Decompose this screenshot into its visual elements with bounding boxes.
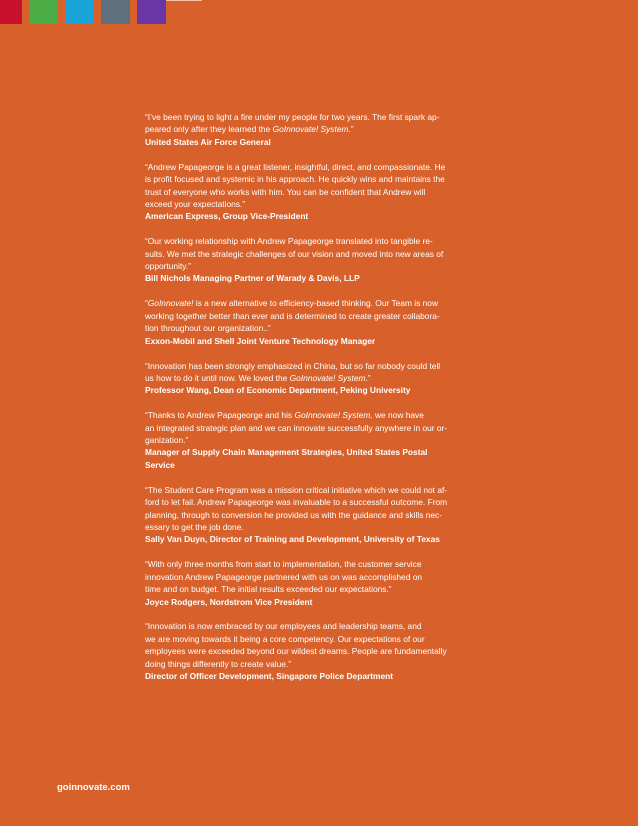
- testimonial-attribution: Exxon-Mobil and Shell Joint Venture Technology Manager: [145, 335, 376, 346]
- testimonial-quote-line: [145, 111, 485, 123]
- quote-text: “Andrew Papageorge is a great listener, insightful, direct, and compassionate. He: [145, 161, 446, 172]
- quote-text: .”: [348, 124, 354, 135]
- quote-text: innovation Andrew Papageorge partnered with us on was accomplished on: [145, 571, 423, 582]
- testimonial-quote-line: [145, 633, 485, 645]
- quote-text: trust of everyone who works with him. You can be confident that Andrew will: [145, 186, 426, 197]
- brand-color-bar: [0, 0, 173, 24]
- testimonial: [145, 558, 485, 608]
- quote-text: time and on budget. The initial results exceeded our expectations.”: [145, 584, 392, 595]
- testimonial-attribution: Director of Officer Development, Singapore Police Department: [145, 671, 394, 682]
- quote-text: “Thanks to Andrew Papageorge and his: [145, 410, 295, 421]
- testimonial-quote-line: [145, 496, 485, 508]
- testimonial-quote-line: [145, 484, 485, 496]
- quote-text: “With only three months from start to implementation, the customer service: [145, 559, 422, 570]
- testimonial-quote-line: [145, 123, 485, 135]
- testimonial-quote-line: [145, 645, 485, 657]
- quote-text: us how to do it until now. We loved the: [145, 372, 290, 383]
- testimonial-quote-line: [145, 658, 485, 670]
- quote-text: we now have: [372, 410, 424, 421]
- quote-text: exceed your expectations.”: [145, 198, 246, 209]
- testimonial-attribution: Sally Van Duyn, Director of Training and Development, University of Texas: [145, 534, 440, 545]
- top-rule: [166, 0, 202, 1]
- quote-text: ganization.”: [145, 435, 189, 446]
- testimonial: [145, 297, 485, 347]
- testimonial-quote-line: [145, 235, 485, 247]
- testimonial-quote-line: [145, 571, 485, 583]
- testimonial-quote-line: [145, 434, 485, 446]
- quote-text: tion throughout our organization..”: [145, 323, 271, 334]
- testimonial-quote-line: [145, 297, 485, 309]
- quote-text: “Innovation is now embraced by our employees and leadership teams, and: [145, 621, 422, 632]
- quote-text: planning, through to conversion he provided us with the guidance and skills nec-: [145, 509, 443, 520]
- testimonial-quote-line: [145, 509, 485, 521]
- color-swatch-green: [29, 0, 58, 24]
- testimonial-quote-line: [145, 248, 485, 260]
- testimonial-quote-line: [145, 558, 485, 570]
- product-name: GoInnovate! System,: [294, 410, 373, 421]
- testimonial-quote-line: [145, 583, 485, 595]
- testimonial-attribution: Professor Wang, Dean of Economic Department, Peking University: [145, 385, 411, 396]
- color-swatch-red: [0, 0, 22, 24]
- testimonial-attribution: American Express, Group Vice-President: [145, 211, 309, 222]
- testimonial-quote-line: [145, 173, 485, 185]
- color-swatch-slate: [101, 0, 130, 24]
- quote-text: we are moving towards it being a core competency. Our expectations of our: [145, 633, 425, 644]
- testimonial: [145, 161, 485, 223]
- quote-text: “I’ve been trying to light a fire under my people for two years. The first spark ap-: [145, 112, 440, 122]
- testimonial-quote-line: [145, 186, 485, 198]
- testimonial: [145, 111, 485, 148]
- product-name: GoInnovate! System: [272, 124, 349, 135]
- testimonial-quote-line: [145, 409, 485, 421]
- quote-text: an integrated strategic plan and we can innovate successfully anywhere in our or-: [145, 422, 448, 433]
- quote-text: working together better than ever and is determined to create greater collabora-: [145, 310, 440, 321]
- quote-text: is profit focused and systemic in his approach. He quickly wins and maintains the: [145, 174, 445, 185]
- testimonial: [145, 409, 485, 471]
- quote-text: essary to get the job done.: [145, 521, 244, 532]
- testimonial-quote-line: [145, 310, 485, 322]
- testimonial-attribution: Manager of Supply Chain Management Strategies, United States Postal: [145, 447, 428, 458]
- product-name: GoInnovate!: [147, 298, 194, 309]
- footer-url[interactable]: goinnovate.com: [57, 782, 130, 793]
- quote-text: “Innovation has been strongly emphasized in China, but so far nobody could tell: [145, 360, 441, 371]
- quote-text: “The Student Care Program was a mission critical initiative which we could not af-: [145, 484, 448, 495]
- quote-text: peared only after they learned the: [145, 124, 273, 135]
- testimonial-quote-line: [145, 260, 485, 272]
- quote-text: “: [145, 298, 148, 309]
- quote-text: employees were exceeded beyond our wildest dreams. People are fundamentally: [145, 646, 447, 657]
- quote-text: ford to let fail. Andrew Papageorge was invaluable to a successful outcome. From: [145, 497, 448, 508]
- quote-text: sults. We met the strategic challenges of our vision and moved into new areas of: [145, 248, 444, 259]
- color-swatch-blue: [65, 0, 94, 24]
- testimonials-list: [145, 111, 485, 695]
- testimonial-quote-line: [145, 422, 485, 434]
- testimonial-quote-line: [145, 372, 485, 384]
- quote-text: doing things differently to create value.”: [145, 658, 292, 669]
- quote-text: .”: [365, 372, 371, 383]
- testimonial-quote-line: [145, 360, 485, 372]
- quote-text: opportunity.”: [145, 261, 191, 272]
- testimonial-quote-line: [145, 198, 485, 210]
- testimonial-attribution: Bill Nichols Managing Partner of Warady & Davis, LLP: [145, 273, 360, 284]
- testimonial-attribution: Joyce Rodgers, Nordstrom Vice President: [145, 596, 313, 607]
- testimonial: [145, 620, 485, 682]
- product-name: GoInnovate! System: [289, 372, 366, 383]
- testimonial-quote-line: [145, 322, 485, 334]
- quote-text: “Our working relationship with Andrew Papageorge translated into tangible re-: [145, 236, 433, 247]
- quote-text: is a new alternative to efficiency-based thinking. Our Team is now: [193, 298, 438, 309]
- testimonial-quote-line: [145, 620, 485, 632]
- testimonial-attribution: United States Air Force General: [145, 136, 271, 147]
- testimonial-attribution: Service: [145, 459, 175, 470]
- testimonial-quote-line: [145, 521, 485, 533]
- testimonial: [145, 484, 485, 546]
- color-swatch-purple: [137, 0, 166, 24]
- testimonial: [145, 360, 485, 397]
- testimonial-quote-line: [145, 161, 485, 173]
- testimonial: [145, 235, 485, 285]
